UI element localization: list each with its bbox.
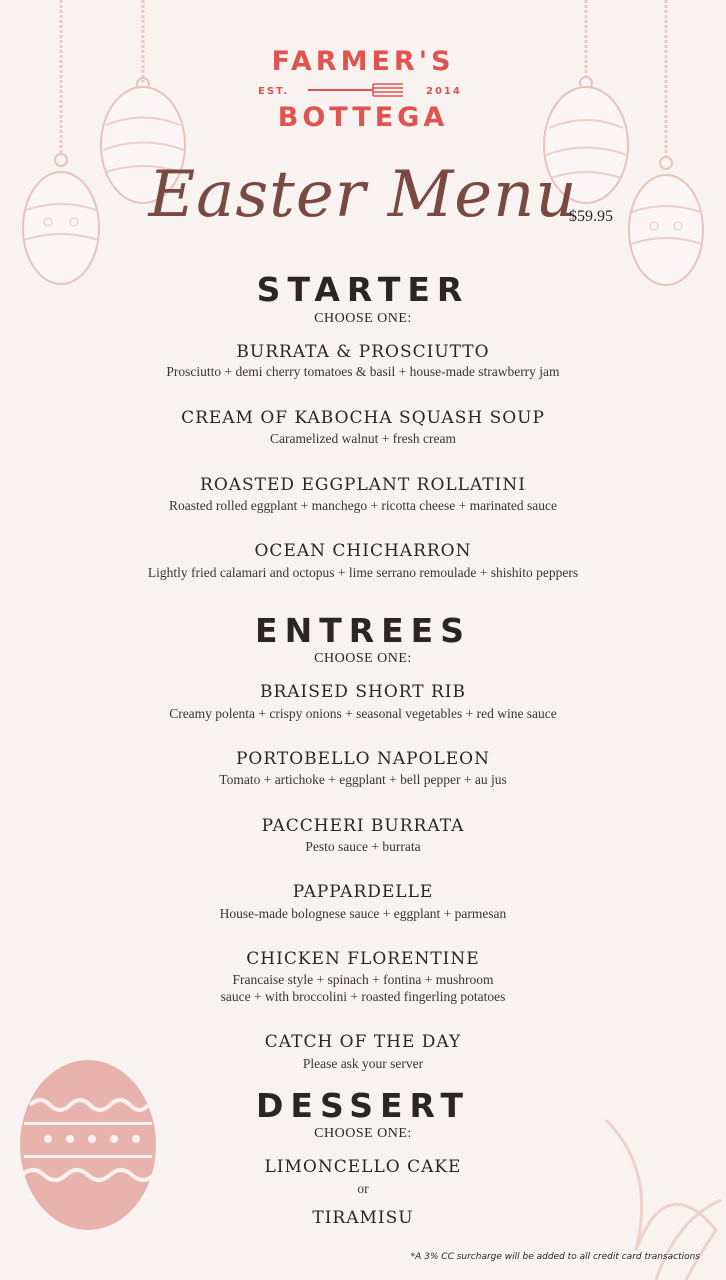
hanging-egg-left-small-icon [18,0,108,300]
menu-item-name: PAPPARDELLE [292,882,434,902]
surcharge-note: *A 3% CC surcharge will be added to all credit card transactions [410,1252,700,1262]
menu-item-desc: Creamy polenta + crispy onions + seasonal vegetables + red wine sauce [169,706,557,721]
menu-item-desc: Please ask your server [302,1056,424,1071]
menu-item-name: CATCH OF THE DAY [264,1032,462,1052]
menu-item-desc: Tomato + artichoke + eggplant + bell pepper + au jus [219,772,507,787]
menu-item-desc: Roasted rolled eggplant + manchego + ricotta cheese + marinated sauce [169,498,557,513]
section-heading-starter: STARTER [256,270,470,309]
section-heading-dessert: DESSERT [256,1086,470,1125]
dessert-or: or [357,1181,369,1196]
menu-item-desc: House-made bolognese sauce + eggplant + parmesan [219,906,507,921]
menu-item-name: PORTOBELLO NAPOLEON [235,749,490,769]
menu-item-desc: Lightly fried calamari and octopus + lime serrano remoulade + shishito peppers [147,565,579,580]
logo-bottega: BOTTEGA [277,102,449,133]
menu-item-desc: sauce + with broccolini + roasted fingerling potatoes [220,989,506,1004]
menu-item-desc: Prosciutto + demi cherry tomatoes & basil + house-made strawberry jam [166,364,560,379]
page-title: Easter Menu [148,158,578,232]
menu-item-name: CHICKEN FLORENTINE [246,949,480,969]
section-heading-entrees: ENTREES [255,611,471,650]
menu-item-desc: Pesto sauce + burrata [305,839,421,854]
logo-farmers: FARMER'S [271,46,455,77]
logo-year: 2014 [426,86,462,97]
menu-item-name: LIMONCELLO CAKE [264,1157,462,1177]
menu-item-name: BURRATA & PROSCIUTTO [236,342,490,362]
menu-item-name: PACCHERI BURRATA [261,816,465,836]
logo-est: EST. [258,86,290,97]
choose-label-dessert: CHOOSE ONE: [314,1126,412,1141]
menu-item-name: TIRAMISU [312,1208,414,1228]
menu-item-name: BRAISED SHORT RIB [259,682,467,702]
price: $59.95 [569,208,613,225]
menu-item-name: ROASTED EGGPLANT ROLLATINI [200,475,526,495]
hanging-egg-right-small-icon [626,0,716,300]
menu-item-desc: Caramelized walnut + fresh cream [269,431,457,446]
menu-item-desc: Francaise style + spinach + fontina + mushroom [232,972,494,987]
fork-icon [298,80,418,100]
choose-label-starter: CHOOSE ONE: [314,311,412,326]
menu-item-name: CREAM OF KABOCHA SQUASH SOUP [181,408,545,428]
menu-item-name: OCEAN CHICHARRON [254,541,472,561]
choose-label-entrees: CHOOSE ONE: [314,651,412,666]
